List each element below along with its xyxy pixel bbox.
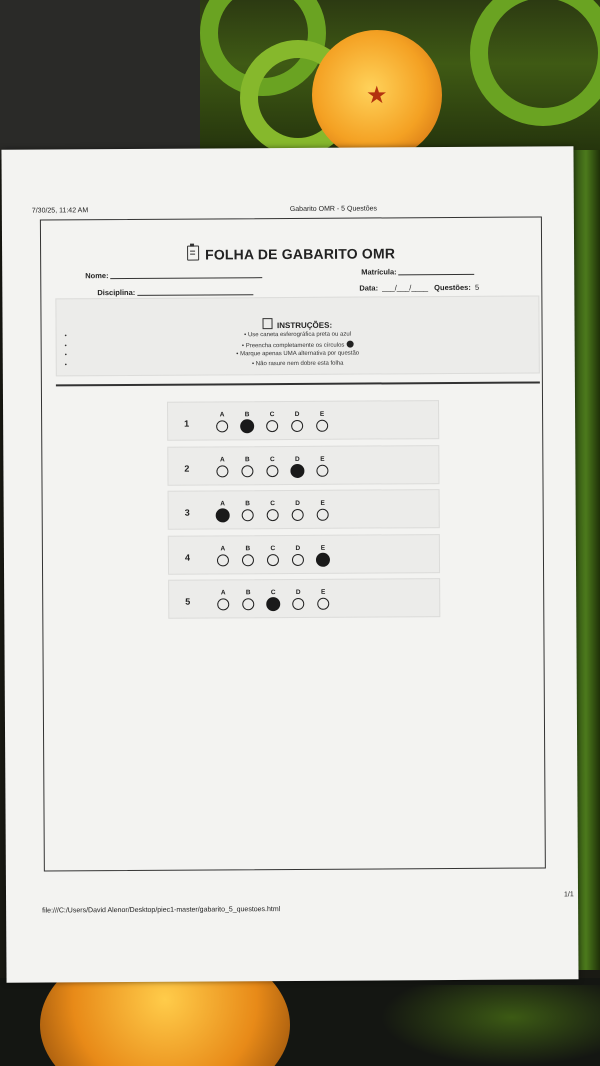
option-label: E <box>319 410 325 418</box>
instructions-panel <box>55 295 539 376</box>
option-a[interactable] <box>213 410 231 432</box>
option-c[interactable] <box>263 455 281 477</box>
question-row-2 <box>167 445 439 486</box>
question-number: 2 <box>184 463 190 474</box>
background-bottom-glow <box>380 985 600 1066</box>
option-label: D <box>295 544 301 552</box>
empty-bubble[interactable] <box>242 509 254 521</box>
option-label: B <box>245 500 250 508</box>
filled-bubble[interactable] <box>266 597 280 611</box>
question-number: 4 <box>184 552 190 563</box>
question-number: 5 <box>185 596 191 607</box>
questoes-count: 5 <box>474 282 480 292</box>
option-e[interactable] <box>313 410 331 432</box>
print-page-number: 1/1 <box>564 891 574 899</box>
print-datetime: 7/30/25, 11:42 AM <box>31 207 89 215</box>
option-label: A <box>220 589 226 597</box>
option-d[interactable] <box>289 499 307 521</box>
empty-bubble[interactable] <box>266 465 278 477</box>
empty-bubble[interactable] <box>291 420 303 432</box>
option-label: D <box>295 499 300 507</box>
disciplina-field[interactable]: Disciplina: <box>97 286 253 297</box>
matricula-field[interactable]: Matrícula: <box>361 266 474 277</box>
empty-bubble[interactable] <box>267 509 279 521</box>
option-label: A <box>219 455 225 463</box>
option-c[interactable] <box>263 410 281 432</box>
option-d[interactable] <box>289 588 307 610</box>
question-number: 1 <box>184 418 190 429</box>
option-label: D <box>294 455 300 463</box>
instructions-list <box>57 329 539 370</box>
instruction-item: • • Preencha completamente os círculos <box>57 339 539 351</box>
filled-circle-icon <box>346 340 353 347</box>
question-row-5 <box>168 578 440 619</box>
option-a[interactable] <box>214 588 232 610</box>
question-row-4 <box>168 534 440 575</box>
option-label: E <box>320 499 325 507</box>
filled-bubble[interactable] <box>316 552 330 566</box>
data-field[interactable]: Data: ___/___/____ Questões: 5 <box>359 282 480 293</box>
filled-bubble[interactable] <box>240 419 254 433</box>
option-label: B <box>245 589 251 597</box>
nome-line[interactable] <box>111 269 263 279</box>
empty-bubble[interactable] <box>266 420 278 432</box>
divider <box>56 381 540 385</box>
option-c[interactable] <box>264 544 282 566</box>
option-label: A <box>220 500 225 508</box>
nome-field[interactable]: Nome: <box>85 269 262 280</box>
disciplina-line[interactable] <box>137 286 253 296</box>
option-label: C <box>269 411 275 419</box>
matricula-line[interactable] <box>399 266 475 275</box>
option-b[interactable] <box>239 588 257 610</box>
option-a[interactable] <box>213 455 231 477</box>
data-placeholder[interactable]: ___/___/____ <box>382 283 429 293</box>
option-label: B <box>245 544 251 552</box>
option-c[interactable] <box>264 499 282 521</box>
option-e[interactable] <box>313 454 331 476</box>
empty-bubble[interactable] <box>292 598 304 610</box>
option-label: E <box>320 544 326 552</box>
option-label: E <box>320 588 326 596</box>
option-c[interactable] <box>264 588 282 611</box>
option-label: B <box>244 455 250 463</box>
print-header <box>31 204 544 215</box>
empty-bubble[interactable] <box>217 598 229 610</box>
empty-bubble[interactable] <box>242 598 254 610</box>
empty-bubble[interactable] <box>216 420 228 432</box>
option-b[interactable] <box>239 544 257 566</box>
empty-bubble[interactable] <box>241 465 253 477</box>
option-e[interactable] <box>314 499 332 521</box>
option-label: A <box>219 411 225 419</box>
option-d[interactable] <box>288 410 306 432</box>
option-d[interactable] <box>288 454 306 477</box>
option-b[interactable] <box>239 499 257 521</box>
star-icon: ★ <box>366 82 388 109</box>
print-doc-title: Gabarito OMR - 5 Questões <box>289 205 378 213</box>
empty-bubble[interactable] <box>317 598 329 610</box>
empty-bubble[interactable] <box>267 554 279 566</box>
instruction-item: • • Marque apenas UMA alternativa por questão <box>57 348 539 360</box>
question-row-1 <box>167 400 439 441</box>
option-e[interactable] <box>314 588 332 610</box>
empty-bubble[interactable] <box>316 464 328 476</box>
option-b[interactable] <box>238 410 256 433</box>
empty-bubble[interactable] <box>242 554 254 566</box>
option-label: C <box>269 455 275 463</box>
empty-bubble[interactable] <box>317 509 329 521</box>
filled-bubble[interactable] <box>216 508 230 522</box>
empty-bubble[interactable] <box>292 509 304 521</box>
memo-icon <box>263 318 273 329</box>
empty-bubble[interactable] <box>292 553 304 565</box>
option-label: D <box>295 588 301 596</box>
option-e[interactable] <box>314 543 332 566</box>
empty-bubble[interactable] <box>316 420 328 432</box>
question-number: 3 <box>184 507 190 518</box>
option-b[interactable] <box>238 455 256 477</box>
option-label: A <box>220 544 226 552</box>
option-label: C <box>270 589 276 597</box>
question-row-3 <box>168 489 440 530</box>
instruction-item: • • Use caneta esferográfica preta ou azul <box>57 329 539 341</box>
clipboard-icon <box>187 246 199 261</box>
background-table-dark <box>0 0 200 160</box>
printed-sheet <box>1 146 578 982</box>
option-label: C <box>270 544 276 552</box>
filled-bubble[interactable] <box>290 463 304 477</box>
empty-bubble[interactable] <box>216 465 228 477</box>
option-label: E <box>320 455 325 463</box>
sheet-title: FOLHA DE GABARITO OMR <box>41 243 541 263</box>
option-label: B <box>244 411 250 419</box>
option-a[interactable] <box>214 544 232 566</box>
option-a[interactable] <box>214 499 232 522</box>
empty-bubble[interactable] <box>217 554 229 566</box>
answer-sheet-frame <box>40 216 546 871</box>
option-label: C <box>270 500 275 508</box>
option-label: D <box>294 410 300 418</box>
instructions-title: INSTRUÇÕES: <box>56 316 538 331</box>
option-d[interactable] <box>289 543 307 565</box>
print-footer-path: file:///C:/Users/David Alenor/Desktop/piec1-master/gabarito_5_questoes.html <box>42 906 281 915</box>
instruction-item: • • Não rasure nem dobre esta folha <box>57 358 539 370</box>
